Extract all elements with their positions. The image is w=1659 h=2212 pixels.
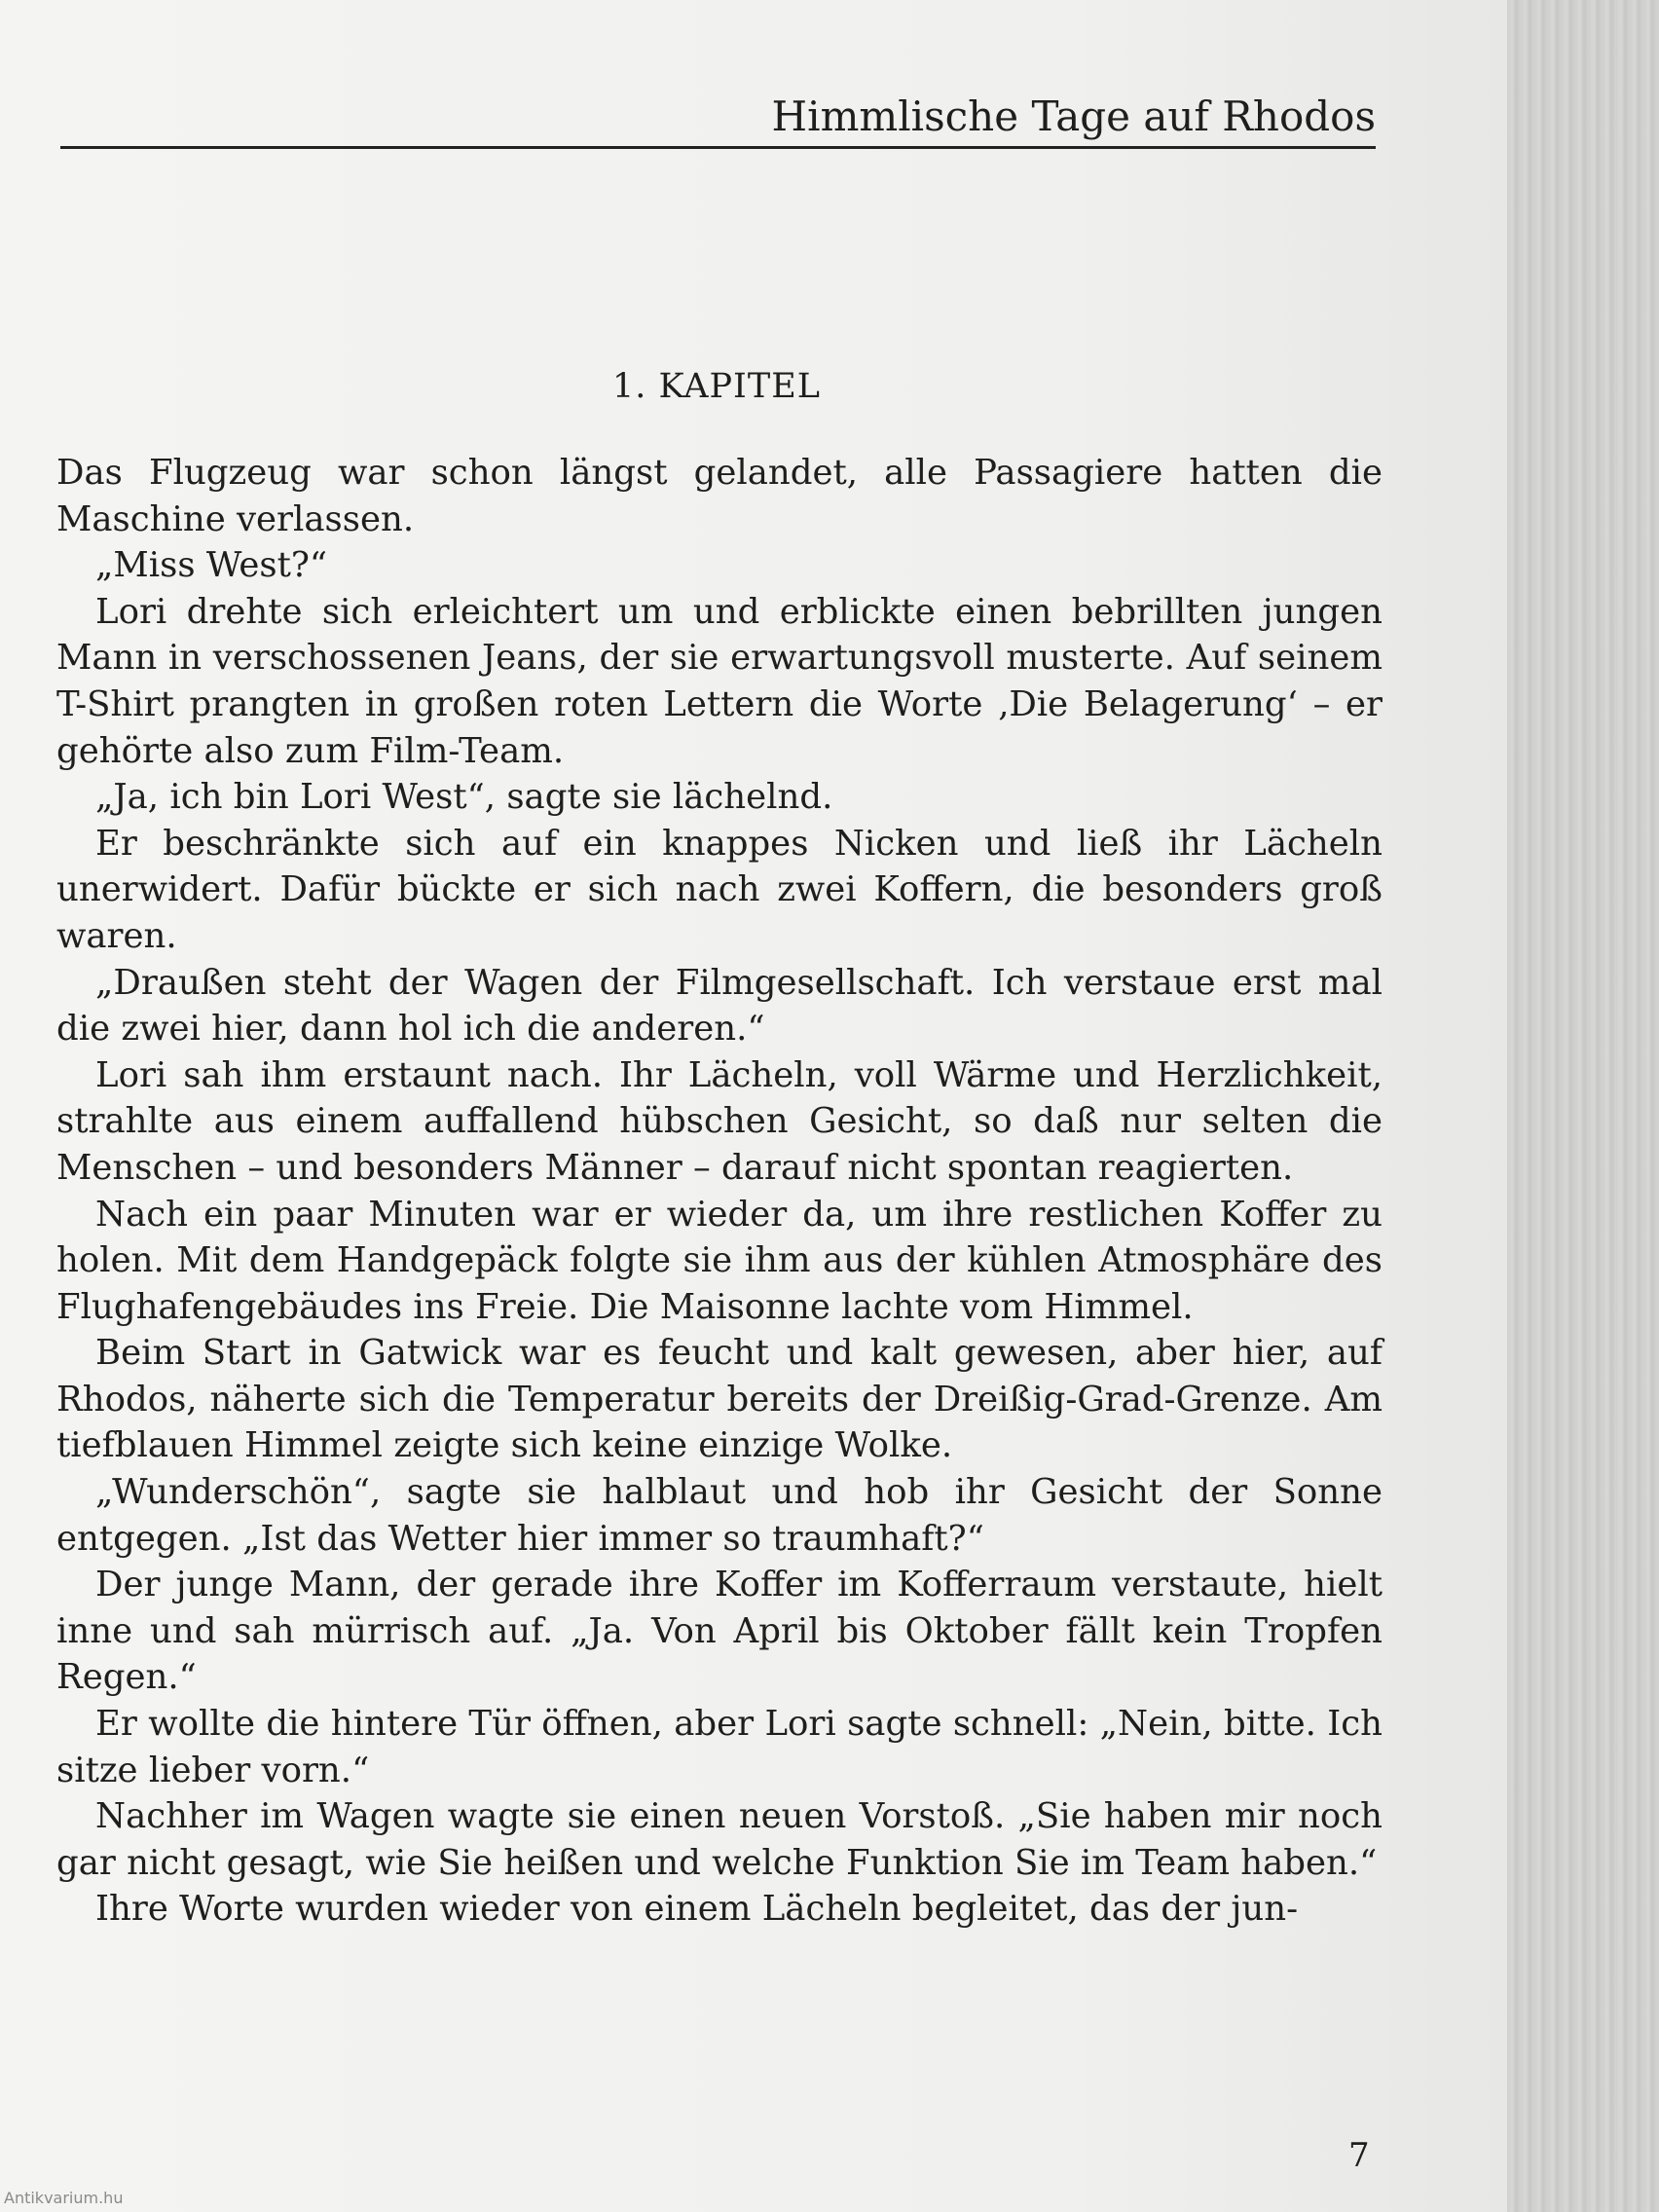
paragraph: Nachher im Wagen wagte sie einen neuen Vorstoß. „Sie haben mir noch gar nicht gesagt, wie Sie heißen und welche Funktion Sie im Team haben.“: [56, 1796, 1382, 1883]
paragraph: Er beschränkte sich auf ein knappes Nicken und ließ ihr Lächeln unerwidert. Dafür bückte er sich nach zwei Koffern, die besonders groß waren.: [56, 823, 1382, 956]
running-head: Himmlische Tage auf Rhodos: [771, 92, 1376, 140]
paragraph: Ihre Worte wurden wieder von einem Lächeln begleitet, das der jun-: [95, 1889, 1299, 1930]
paragraph: „Draußen steht der Wagen der Filmgesellschaft. Ich verstaue erst mal die zwei hier, dann hol ich die anderen.“: [56, 962, 1382, 1050]
paragraph: „Miss West?“: [95, 545, 328, 586]
paragraph: Lori drehte sich erleichtert um und erblickte einen bebrillten jungen Mann in verschossenen Jeans, der sie erwartungsvoll musterte. Auf seinem T-Shirt prangten in großen roten Lettern die Worte ‚Die Belagerung‘ – er gehörte also zum Film-Team.: [56, 591, 1382, 771]
paragraph: Der junge Mann, der gerade ihre Koffer im Kofferraum verstaute, hielt inne und sah mürrisch auf. „Ja. Von April bis Oktober fällt kein Tropfen Regen.“: [56, 1565, 1382, 1698]
paragraph: Nach ein paar Minuten war er wieder da, um ihre restlichen Koffer zu holen. Mit dem Handgepäck folgte sie ihm aus der kühlen Atmosphäre des Flughafengebäudes ins Freie. Die Maisonne lachte vom Himmel.: [56, 1194, 1382, 1327]
watermark: Antikvarium.hu: [4, 2189, 124, 2207]
paragraph: Lori sah ihm erstaunt nach. Ihr Lächeln, voll Wärme und Herzlichkeit, strahlte aus einem auffallend hübschen Gesicht, so daß nur selten die Menschen – und besonders Männer – darauf nicht spontan reagierten.: [56, 1054, 1382, 1188]
paragraph: Beim Start in Gatwick war es feucht und kalt gewesen, aber hier, auf Rhodos, näherte sich die Temperatur bereits der Dreißig-Grad-Grenze. Am tiefblauen Himmel zeigte sich keine einzige Wolke.: [56, 1333, 1382, 1466]
paragraph: „Wunderschön“, sagte sie halblaut und hob ihr Gesicht der Sonne entgegen. „Ist das Wetter hier immer so traumhaft?“: [56, 1472, 1382, 1559]
paragraph: Das Flugzeug war schon längst gelandet, alle Passagiere hatten die Maschine verlassen.: [56, 453, 1382, 539]
chapter-title: 1. KAPITEL: [611, 367, 822, 406]
header-rule: [60, 146, 1376, 149]
paragraph: „Ja, ich bin Lori West“, sagte sie lächelnd.: [95, 777, 833, 818]
body-text: [56, 450, 1382, 1933]
facing-pages-edge: [1507, 0, 1659, 2212]
paragraph: Er wollte die hintere Tür öffnen, aber Lori sagte schnell: „Nein, bitte. Ich sitze lieber vorn.“: [56, 1704, 1382, 1790]
page-number: 7: [1348, 2136, 1370, 2175]
